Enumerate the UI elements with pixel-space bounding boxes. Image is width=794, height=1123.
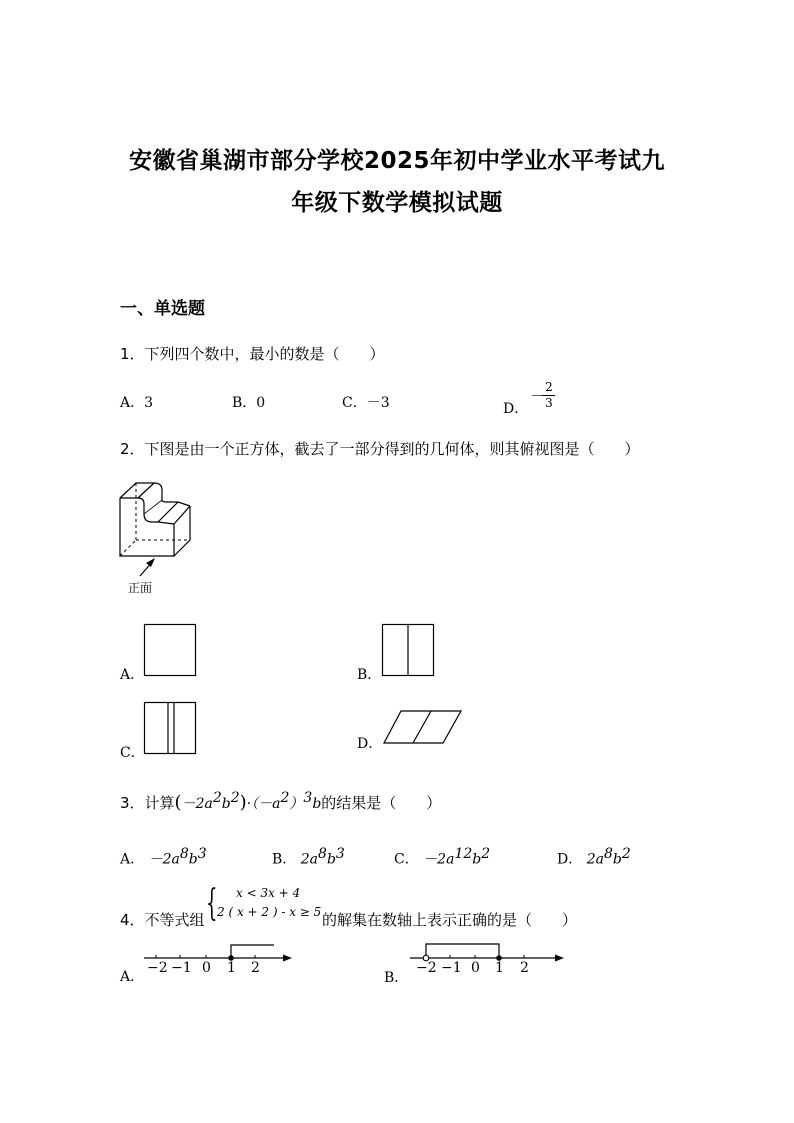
- option-label: B．: [272, 851, 297, 868]
- q2-option-d-label[interactable]: D．: [357, 736, 383, 752]
- variable-b: b: [612, 851, 622, 868]
- exponent: 3: [197, 846, 207, 862]
- exponent: 2: [481, 846, 491, 862]
- q3-expr-b-exp: 2: [230, 790, 240, 806]
- q4-option-b-label[interactable]: B．: [384, 970, 409, 986]
- option-value: －2a: [148, 851, 180, 868]
- q3-expr-b: b: [221, 796, 231, 812]
- q1-option-d[interactable]: [503, 398, 528, 418]
- option-label: A．: [120, 395, 145, 411]
- variable-b: b: [326, 851, 336, 868]
- q1-d-sign: －: [530, 389, 544, 405]
- q3-expr-mid: ·（－a: [246, 796, 281, 812]
- system-brace: {: [206, 883, 218, 924]
- tick-label: −1: [171, 960, 192, 976]
- option-value: －3: [366, 395, 390, 411]
- q3-option-a[interactable]: [120, 846, 207, 869]
- exponent: 8: [318, 846, 327, 862]
- q1-option-a[interactable]: [120, 392, 153, 412]
- q3-expr-a: －2a: [181, 796, 213, 812]
- option-value: －2a: [423, 851, 455, 868]
- q2-option-c-label[interactable]: C．: [120, 745, 145, 761]
- q2-option-b-label[interactable]: B．: [357, 667, 382, 683]
- exponent: 3: [335, 846, 345, 862]
- q3-expr-mid-exp: 2: [280, 790, 290, 806]
- variable-b: b: [188, 851, 198, 868]
- tick-label: 2: [251, 960, 260, 976]
- q3-expr-end: b: [312, 796, 322, 812]
- tick-label: 1: [495, 960, 504, 976]
- exponent: 8: [603, 846, 613, 862]
- tick-label: 0: [202, 960, 211, 976]
- q2-option-a-figure[interactable]: [144, 624, 197, 677]
- variable-b: b: [472, 851, 482, 868]
- option-value: 0: [256, 395, 266, 411]
- page-title-line1: 安徽省巢湖市部分学校2025年初中学业水平考试九: [128, 148, 665, 174]
- q2-option-a-label[interactable]: A．: [120, 667, 145, 683]
- option-label: A．: [120, 851, 145, 868]
- question-3-stem: [120, 790, 441, 813]
- option-label: C．: [342, 395, 367, 411]
- option-value: 2a: [586, 851, 604, 868]
- q2-option-c-figure[interactable]: [144, 702, 197, 755]
- tick-label: 0: [471, 960, 480, 976]
- option-label: D．: [503, 401, 529, 417]
- q3-stem-post: 的结果是（ ）: [321, 794, 442, 812]
- tick-label: −2: [416, 960, 437, 976]
- option-label: C．: [394, 851, 419, 868]
- section-heading: 一、单选题: [120, 299, 205, 319]
- q3-option-c[interactable]: [394, 846, 490, 869]
- exponent: 8: [179, 846, 189, 862]
- q1-d-denominator: 3: [545, 396, 553, 410]
- question-1-stem: 1．下列四个数中，最小的数是（ ）: [120, 345, 385, 363]
- q3-expr-a-exp: 2: [212, 790, 222, 806]
- tick-label: −1: [441, 960, 462, 976]
- option-value: 3: [144, 395, 154, 411]
- option-value: 2a: [300, 851, 319, 868]
- exponent: 2: [621, 846, 631, 862]
- q1-option-b[interactable]: [232, 392, 265, 412]
- q3-option-d[interactable]: [557, 846, 631, 869]
- tick-label: 1: [227, 960, 236, 976]
- q1-d-numerator: 2: [545, 380, 553, 394]
- tick-label: −2: [147, 960, 168, 976]
- exponent: 12: [454, 846, 473, 862]
- page-title-line2: 年级下数学模拟试题: [291, 190, 503, 216]
- q4-inequality-1: x < 3x + 4: [236, 886, 301, 900]
- q4-inequality-2: 2 ( x + 2 ) - x ≥ 5: [217, 905, 322, 919]
- tick-label: 2: [520, 960, 529, 976]
- front-view-label: 正面: [128, 581, 153, 595]
- question-4-stem-post: 的解集在数轴上表示正确的是（ ）: [322, 911, 578, 929]
- q4-option-a-label[interactable]: A．: [120, 969, 145, 985]
- paren-open: (: [174, 792, 182, 813]
- question-4-stem-pre: 4．不等式组: [120, 911, 205, 929]
- q3-option-b[interactable]: [272, 846, 345, 869]
- option-label: B．: [232, 395, 257, 411]
- q2-option-b-figure[interactable]: [382, 624, 435, 677]
- q3-expr-close-exp: 3: [303, 790, 313, 806]
- option-label: D．: [557, 851, 583, 868]
- q3-expr-close: ）: [289, 796, 304, 812]
- paren-close: ): [239, 792, 247, 813]
- q3-stem-pre: 3．计算: [120, 794, 175, 812]
- q1-option-c[interactable]: [342, 392, 390, 412]
- question-2-stem: 2．下图是由一个正方体，截去了一部分得到的几何体，则其俯视图是（ ）: [120, 440, 640, 458]
- q2-option-d-figure[interactable]: [383, 710, 463, 745]
